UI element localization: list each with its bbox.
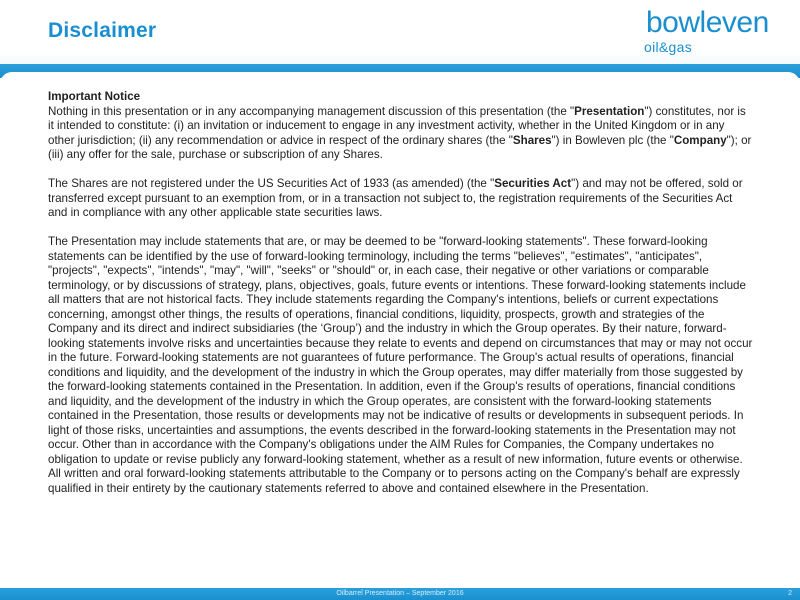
- text-run: ") and may not be offered, sold or transferred except pursuant to an exemption from, or in a transaction not subject to, the registration requirements of the Securities Act and in compliance with any other applicable state securities laws.: [48, 177, 743, 219]
- paragraph-presentation-scope: [48, 105, 754, 163]
- footer-bar: [0, 588, 800, 600]
- defined-term-company: Company: [673, 133, 727, 147]
- text-run: ") constitutes, nor is it intended to constitute: (i) an invitation or inducement to engage in any investment activity, whether in the United Kingdom or in any other jurisdiction; (ii) any recommendation or advice in respect of the ordinary shares (the ": [48, 104, 746, 147]
- notice-heading: Important Notice: [48, 90, 141, 103]
- paragraph-forward-looking: The Presentation may include statements that are, or may be deemed to be "forward-looking statements". These forward-looking statements can be identified by the use of forward-looking terminology, including the terms "believes", "estimates", "anticipates", "projects", "expects", "intends", "may", "will", "seeks" or "should" or, in each case, their negative or other variations or comparable terminology, or by discussions of strategy, plans, objectives, goals, future events or intentions. These forward-looking statements include all matters that are not historical facts. They include statements regarding the Company's intentions, beliefs or current expectations concerning, amongst other things, the results of operations, financial conditions, liquidity, prospects, growth and strategies of the Company and its direct and indirect subsidiaries (the ‘Group’) and the industry in which the Group operates. By their nature, forward-looking statements involve risks and uncertainties because they relate to events and depend on circumstances that may or may not occur in the future. Forward-looking statements are not guarantees of future performance. The Group's actual results of operations, financial conditions and liquidity, and the development of the industry in which the Group operates, may differ materially from those suggested by the forward-looking statements contained in the Presentation. In addition, even if the Group's results of operations, financial conditions and liquidity, and the development of the industry in which the Group operates, are consistent with the forward-looking statements contained in the Presentation, those results or developments may not be indicative of results or developments in subsequent periods. In light of those risks, uncertainties and assumptions, the events described in the forward-looking statements in the Presentation may not occur. Other than in accordance with the Company's obligations under the AIM Rules for Companies, the Company undertakes no obligation to update or revise publicly any forward-looking statement, whether as a result of new information, future events or otherwise. All written and oral forward-looking statements attributable to the Company or to persons acting on the Company's behalf are expressly qualified in their entirety by the cautionary statements referred to above and contained elsewhere in the Presentation.: [48, 235, 753, 495]
- defined-term-securities-act: Securities Act: [494, 177, 572, 190]
- logo-subtitle: oil&gas: [644, 39, 693, 55]
- content-panel-top: [0, 72, 800, 84]
- footer-text: Oilbarrel Presentation – September 2016: [336, 590, 464, 597]
- text-run: "); or (iii) any offer for the sale, purchase or subscription of any Shares.: [48, 133, 752, 161]
- logo-wordmark: bowleven: [646, 6, 769, 39]
- page-number: 2: [788, 590, 792, 597]
- page-title: Disclaimer: [48, 19, 157, 42]
- defined-term-presentation: Presentation: [574, 104, 645, 118]
- disclaimer-body: [48, 90, 754, 511]
- text-run: The Shares are not registered under the US Securities Act of 1933 (as amended) (the ": [48, 177, 495, 190]
- text-run: ") in Bowleven plc (the ": [551, 133, 674, 147]
- text-run: Nothing in this presentation or in any accompanying management discussion of this presentation (the ": [48, 104, 575, 118]
- company-logo: [632, 6, 792, 58]
- defined-term-shares: Shares: [512, 133, 552, 147]
- paragraph-securities-act: [48, 177, 754, 221]
